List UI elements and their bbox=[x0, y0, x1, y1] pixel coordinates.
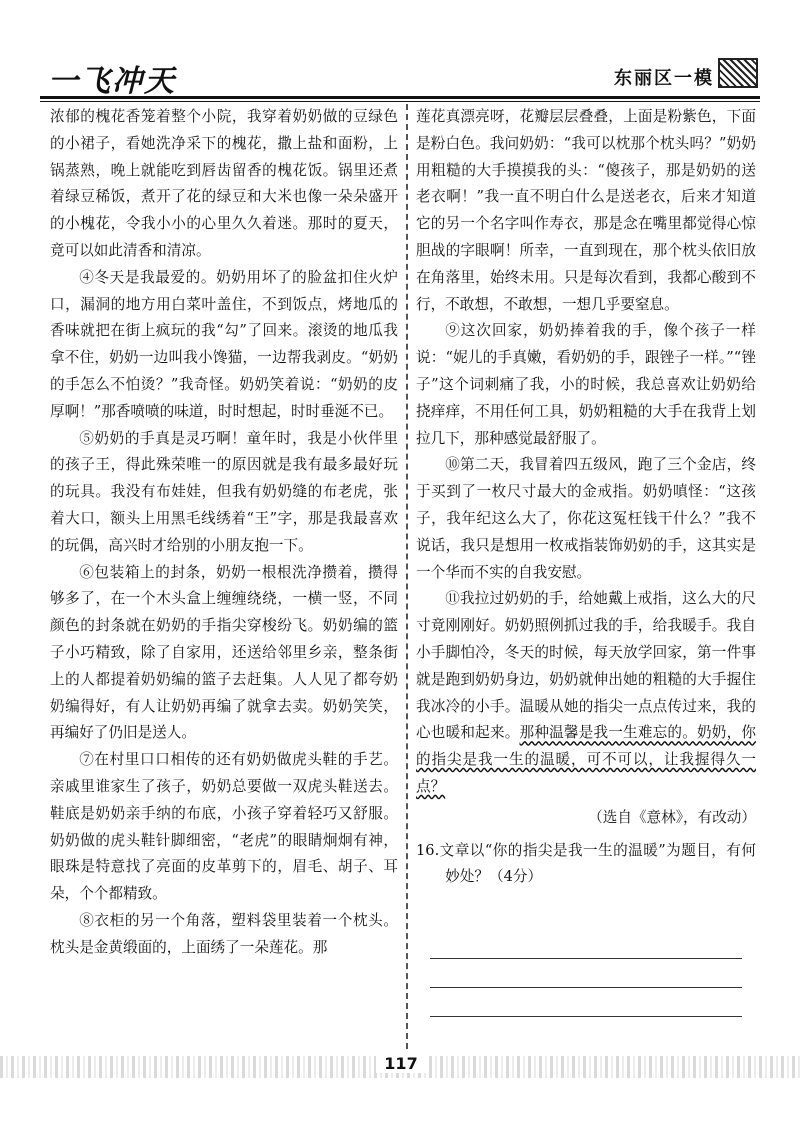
answer-line[interactable] bbox=[430, 1016, 742, 1017]
answer-area[interactable] bbox=[430, 958, 742, 1045]
underlined-sentence: 那种温馨是我一生难忘的。奶奶，你的指尖是我一生的温暖，可不可以，让我握得久一点？ bbox=[416, 724, 756, 795]
page-header bbox=[40, 52, 760, 98]
paragraph: ⑨这次回家，奶奶捧着我的手，像个孩子一样说：“妮儿的手真嫩，看奶奶的手，跟锉子一样。”“锉子”这个词刺痛了我，小的时候，我总喜欢让奶奶给挠痒痒，不用任何工具，奶奶粗糙的大手在我背上划拉几下，那种感觉最舒服了。 bbox=[416, 322, 756, 447]
paragraph: ⑦在村里口口相传的还有奶奶做虎头鞋的手艺。亲戚里谁家生了孩子，奶奶总要做一双虎头鞋送去。鞋底是奶奶亲手纳的布底，小孩子穿着轻巧又舒服。奶奶做的虎头鞋针脚细密，“老虎”的眼睛炯炯有神，眼珠是特意找了亮面的皮革剪下的，眉毛、胡子、耳朵，个个都精致。 bbox=[50, 751, 398, 903]
header-rule bbox=[40, 96, 760, 99]
paragraph: ⑧衣柜的另一个角落，塑料袋里装着一个枕头。枕头是金黄缎面的，上面绣了一朵莲花。那 bbox=[50, 911, 398, 956]
paragraph: ④冬天是我最爱的。奶奶用坏了的脸盆扣住火炉口，漏洞的地方用白菜叶盖住，不到饭点，烤地瓜的香味就把在街上疯玩的我“勾”了回来。滚烫的地瓜我拿不住，奶奶一边叫我小馋猫，一边帮我剥皮。“奶奶的手怎么不怕烫？”我奇怪。奶奶笑着说：“奶奶的皮厚啊！”那香喷喷的味道，时时想起，时时垂涎不已。 bbox=[50, 268, 398, 420]
section-title: 东丽区一模 bbox=[614, 68, 714, 89]
paragraph: 浓郁的槐花香笼着整个小院，我穿着奶奶做的豆绿色的小裙子，看她洗净采下的槐花，撒上盐和面粉，上锅蒸熟，晚上就能吃到唇齿留香的槐花饭。锅里还煮着绿豆稀饭，煮开了花的绿豆和大米也像一朵朵盛开的小槐花，令我小小的心里久久着迷。那时的夏天，竟可以如此清香和清凉。 bbox=[50, 108, 398, 259]
answer-line[interactable] bbox=[430, 987, 742, 988]
right-column bbox=[416, 104, 756, 891]
paragraph: ⑤奶奶的手真是灵巧啊！童年时，我是小伙伴里的孩子王，得此殊荣唯一的原因就是我有最多最好玩的玩具。我没有布娃娃，但我有奶奶缝的布老虎，张着大口，额头上用黑毛线绣着“王”字，那是我最喜欢的玩偶，高兴时才给别的小朋友抱一下。 bbox=[50, 429, 398, 554]
brand-title: 一飞冲天 bbox=[48, 64, 176, 99]
column-divider bbox=[406, 104, 408, 1049]
question-16 bbox=[416, 838, 756, 892]
answer-line[interactable] bbox=[430, 958, 742, 959]
paragraph: ⑥包装箱上的封条，奶奶一根根洗净攒着，攒得够多了，在一个木头盒上缠缠绕绕，一横一竖，不同颜色的封条就在奶奶的手指尖穿梭纷飞。奶奶编的篮子小巧精致，除了自家用，还送给邻里乡亲，整条街上的人都提着奶奶编的篮子去赶集。人人见了都夸奶奶编得好，有人让奶奶再编了就拿去卖。奶奶笑笑，再编好了仍旧是送人。 bbox=[50, 563, 398, 742]
paragraph: ⑩第二天，我冒着四五级风，跑了三个金店，终于买到了一枚尺寸最大的金戒指。奶奶嗔怪：“这孩子，我年纪这么大了，你花这冤枉钱干什么？”我不说话，我只是想用一枚戒指装饰奶奶的手，这其实是一个华而不实的自我安慰。 bbox=[416, 456, 756, 581]
source-citation: （选自《意林》，有改动） bbox=[588, 808, 756, 826]
paragraph-text: ⑪我拉过奶奶的手，给她戴上戒指，这么大的尺寸竟刚刚好。奶奶照例抓过我的手，给我暖手。我自小手脚怕冷，冬天的时候，每天放学回家，第一件事就是跑到奶奶身边，奶奶就伸出她的粗糙的大手握住我冰冷的小手。温暖从她的指尖一点点传过来，我的心也暖和起来。 bbox=[416, 590, 756, 742]
question-text: 文章以“你的指尖是我一生的温暖”为题目，有何妙处？（4分） bbox=[439, 841, 756, 886]
page-number: 117 bbox=[376, 1054, 426, 1073]
paragraph: 莲花真漂亮呀，花瓣层层叠叠，上面是粉紫色，下面是粉白色。我问奶奶：“我可以枕那个枕头吗？”奶奶用粗糙的大手摸摸我的头：“傻孩子，那是奶奶的送老衣啊！”我一直不明白什么是送老衣，后来才知道它的另一个名字叫作寿衣，那是念在嘴里都觉得心惊胆战的字眼啊！所幸，一直到现在，那个枕头依旧放在角落里，始终未用。只是每次看到，我都心酸到不行，不敢想，不敢想，一想几乎要窒息。 bbox=[416, 108, 756, 313]
paragraph bbox=[416, 586, 756, 800]
left-column bbox=[50, 104, 398, 962]
question-number: 16. bbox=[416, 841, 440, 859]
checkered-badge-icon bbox=[718, 58, 758, 88]
header-rule-thin bbox=[40, 101, 760, 102]
